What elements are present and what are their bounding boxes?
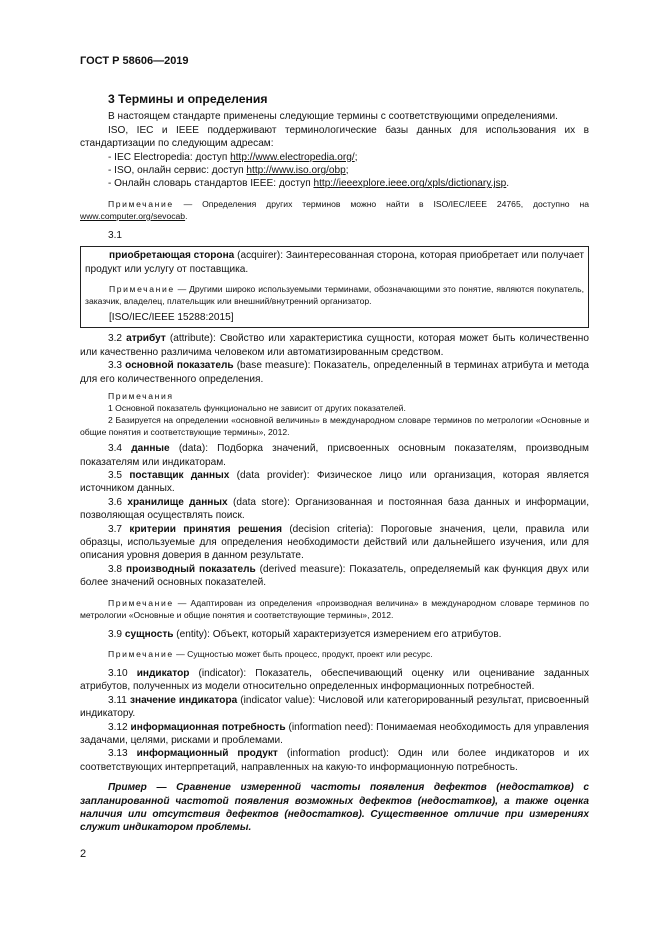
ieee-dictionary-link[interactable]: http://ieeexplore.ieee.org/xpls/dictionary.jsp xyxy=(313,178,507,190)
intro-paragraph-databases: ISO, IEC и IEEE поддерживают терминологические базы данных для использования их в стандартизации по следующим адресам: xyxy=(80,124,589,150)
electropedia-link[interactable]: http://www.electropedia.org/ xyxy=(230,151,355,163)
term-number-3-1: 3.1 xyxy=(108,229,123,241)
term-3-1-name: приобретающая сторона xyxy=(109,250,235,262)
note-other-terms: Примечание — Определения других терминов можно найти в ISO/IEC/IEEE 24765, доступно на www.computer.org/sevocab. xyxy=(80,198,589,221)
section-title: 3 Термины и определения xyxy=(108,92,268,106)
sevocab-link[interactable]: www.computer.org/sevocab xyxy=(80,210,186,221)
note-3-8: Примечание — Адаптирован из определения «производная величина» в международном словаре терминов по метрологии «Основные и общие понятия и соответствующие термины», 2012. xyxy=(80,597,589,620)
page-number: 2 xyxy=(80,848,87,860)
term-3-1-definition: приобретающая сторона (acquirer): Заинтересованная сторона, которая приобретает или получает продукт или услугу от поставщика. xyxy=(85,250,584,275)
example-paragraph: Пример — Сравнение измеренной частоты появления дефектов (недостатков) с запланированной частотой появления возможных дефектов (недостатков), а также оценка наличия или отсутствия дефектов (недостатков). Существенное отличие при измерениях служит индикатором проблемы. xyxy=(80,782,589,834)
term-3-2: 3.2 атрибут (attribute): Свойство или характеристика сущности, которая может быть количественно или качественно различима человеком или автоматизированным средством. xyxy=(80,333,589,358)
bullet-ieee-dictionary: - Онлайн словарь стандартов IEEE: доступ http://ieeexplore.ieee.org/xpls/dictionary.jsp. xyxy=(108,178,510,190)
term-3-1-box xyxy=(80,246,589,328)
note-label: Примечание xyxy=(108,198,174,209)
term-3-5: 3.5 поставщик данных (data provider): Физическое лицо или организация, которая является источником данных. xyxy=(80,469,589,495)
term-3-1-note: Примечание — Другими широко используемыми терминами, обозначающими это понятие, являются покупатель, заказчик, владелец, плательщик или внешний/внутренний организатор. xyxy=(85,284,584,307)
term-3-6: 3.6 хранилище данных (data store): Организованная и постоянная база данных и информации, позволяющая осуществлять поиск. xyxy=(80,496,589,522)
document-header: ГОСТ Р 58606—2019 xyxy=(80,55,189,67)
bullet-iso-obp: - ISO, онлайн сервис: доступ http://www.iso.org/obp; xyxy=(108,165,349,177)
intro-paragraph: В настоящем стандарте применены следующие термины с соответствующими определениями. xyxy=(108,111,558,123)
term-3-7: 3.7 критерии принятия решения (decision criteria): Пороговые значения, цели, правила или образцы, используемые для определения необходимости действий или дальнейшего изучения, или для описания уровня доверия в данном результате. xyxy=(80,523,590,562)
term-3-8: 3.8 производный показатель (derived measure): Показатель, определяемый как функция двух или более значений основных показателей. xyxy=(80,563,589,589)
term-3-1-source: [ISO/IEC/IEEE 15288:2015] xyxy=(109,312,234,324)
term-3-13: 3.13 информационный продукт (information product): Один или более индикаторов и их соответствующих интерпретаций, направленных на какую-то информационную потребность. xyxy=(80,748,589,773)
iso-obp-link[interactable]: http://www.iso.org/obp xyxy=(246,165,346,177)
term-3-12: 3.12 информационная потребность (information need): Понимаемая необходимость для управления задачами, целями, рисками и проблемами. xyxy=(80,721,590,746)
note-3-3-item-2: 2 Базируется на определении «основной величины» в международном словаре терминов по метрологии «Основные и общие понятия и соответствующие термины», 2012. xyxy=(80,415,589,438)
bullet-electropedia: - IEC Electropedia: доступ http://www.electropedia.org/; xyxy=(108,151,358,163)
note-3-3-item-1: 1 Основной показатель функционально не зависит от других показателей. xyxy=(108,403,406,414)
term-3-4: 3.4 данные (data): Подборка значений, присвоенных основным показателям, производным показателям или индикаторам. xyxy=(80,443,589,468)
notes-3-3-label: Примечания xyxy=(108,391,174,402)
term-3-11: 3.11 значение индикатора (indicator value): Числовой или категорированный результат, присвоенный индикатору. xyxy=(80,694,589,720)
note-3-9: Примечание — Сущностью может быть процесс, продукт, проект или ресурс. xyxy=(108,648,433,659)
term-3-10: 3.10 индикатор (indicator): Показатель, обеспечивающий оценку или оценивание заданных атрибутов, полученных из модели относительно определенных информационных потребностей. xyxy=(80,667,589,693)
page-content xyxy=(80,93,589,835)
term-3-3: 3.3 основной показатель (base measure): Показатель, определенный в терминах атрибута и метода для его количественного определения. xyxy=(80,360,589,385)
term-3-9: 3.9 сущность (entity): Объект, который характеризуется измерением его атрибутов. xyxy=(108,628,502,640)
